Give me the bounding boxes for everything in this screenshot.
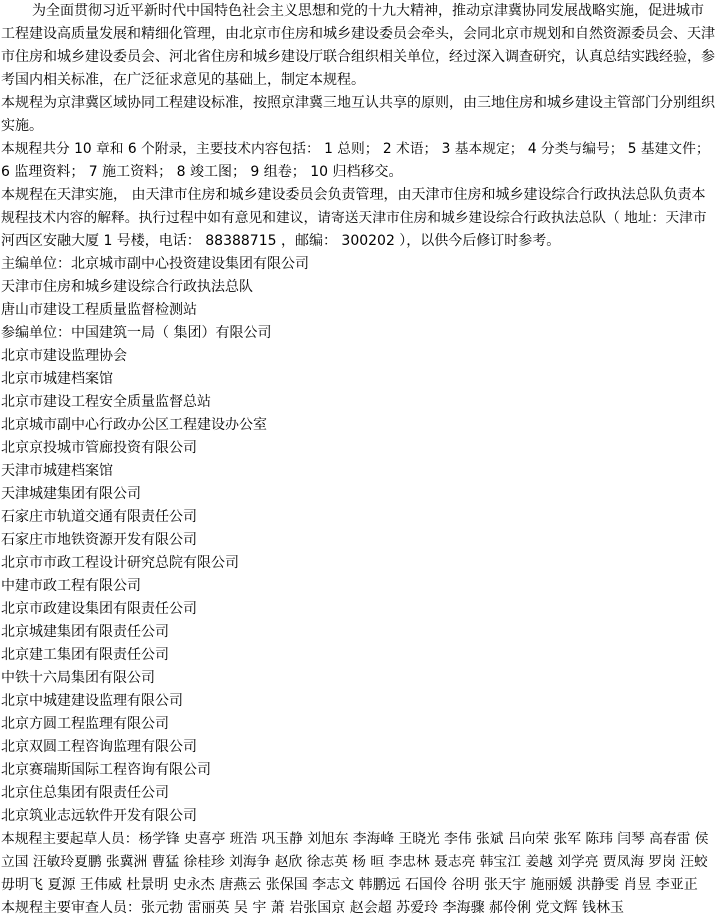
unit-item: 北京市市政工程设计研究总院有限公司 xyxy=(1,555,239,571)
unit-item: 北京城市副中心行政办公区工程建设办公室 xyxy=(1,417,267,433)
text-line: 工程建设高质量发展和精细化管理，由北京市住房和城乡建设委员会牵头，会同北京市规划和自然资源委员会、天津 xyxy=(1,26,715,42)
reviewers-list xyxy=(0,897,718,918)
unit-item: 天津市住房和城乡建设综合行政执法总队 xyxy=(1,279,253,295)
unit-item: 北京京投城市管廊投资有限公司 xyxy=(1,440,197,456)
unit-item: 天津城建集团有限公司 xyxy=(1,486,141,502)
unit-item: 北京中城建建设监理有限公司 xyxy=(1,693,183,709)
text-line: 河西区安融大厦 1 号楼，电话： 88388715 ，邮编： 300202 ），以供今后修订时参考。 xyxy=(1,233,561,249)
unit-item: 石家庄市轨道交通有限责任公司 xyxy=(1,509,197,525)
unit-item: 主编单位：北京城市副中心投资建设集团有限公司 xyxy=(1,256,309,272)
text-line: 毋明飞 夏源 王伟威 杜景明 史永杰 唐燕云 张保国 李志文 韩鹏远 石国伶 谷明 张天宇 施丽媛 洪静雯 肖昱 李亚正 xyxy=(1,877,698,893)
unit-item: 参编单位：中国建筑一局（ 集团）有限公司 xyxy=(1,325,272,341)
unit-item: 北京双圆工程咨询监理有限公司 xyxy=(1,739,197,755)
text-line: 本规程在天津实施， 由天津市住房和城乡建设委员会负责管理，由天津市住房和城乡建设综合行政执法总队负责本 xyxy=(1,187,706,203)
unit-item: 北京方圆工程监理有限公司 xyxy=(1,716,169,732)
chief-editor-units-list xyxy=(0,253,718,322)
intro-paragraph xyxy=(0,0,718,92)
unit-item: 北京建工集团有限责任公司 xyxy=(1,647,169,663)
contents-paragraph xyxy=(0,138,718,184)
text-line: 6 监理资料； 7 施工资料； 8 竣工图； 9 组卷； 10 归档移交。 xyxy=(1,164,403,180)
text-line: 本规程共分 10 章和 6 个附录，主要技术内容包括： 1 总则； 2 术语； 3 基本规定； 4 分类与编号； 5 基建文件； xyxy=(1,141,710,157)
text-line: 规程技术内容的解释。执行过程中如有意见和建议，请寄送天津市住房和城乡建设综合行政执法总队（ 地址：天津市 xyxy=(1,210,707,226)
text-line: 市住房和城乡建设委员会、河北省住房和城乡建设厅联合组织相关单位，经过深入调查研究，认真总结实践经验，参 xyxy=(1,49,715,65)
unit-item: 北京筑业志远软件开发有限公司 xyxy=(1,808,197,824)
unit-item: 天津市城建档案馆 xyxy=(1,463,113,479)
unit-item: 北京住总集团有限责任公司 xyxy=(1,785,169,801)
unit-item: 北京市城建档案馆 xyxy=(1,371,113,387)
text-line: 实施。 xyxy=(1,118,43,134)
text-line: 本规程主要审查人员：张元勃 雷丽英 吴 宇 萧 岩张国京 赵会超 苏爱玲 李海骤 郝伶俐 党文辉 钱林玉 xyxy=(1,900,624,916)
text-line: 立国 汪敏玲夏鹏 张冀洲 曹猛 徐桂珍 刘海争 赵欣 徐志英 杨 晅 李忠林 聂志亮 韩宝江 姜越 刘学亮 贾凤海 罗岗 汪蛟 xyxy=(1,854,708,870)
unit-item: 中铁十六局集团有限公司 xyxy=(1,670,155,686)
unit-item: 北京市政建设集团有限责任公司 xyxy=(1,601,197,617)
text-line: 本规程为京津冀区域协同工程建设标准，按照京津冀三地互认共享的原则，由三地住房和城乡建设主管部门分别组织 xyxy=(1,95,715,111)
text-line: 为全面贯彻习近平新时代中国特色社会主义思想和党的十九大精神，推动京津冀协同发展战略实施，促进城市 xyxy=(32,3,704,19)
unit-item: 北京市建设监理协会 xyxy=(1,348,127,364)
text-line: 本规程主要起草人员：杨学锋 史喜亭 班浩 巩玉静 刘旭东 李海峰 王晓光 李伟 张斌 吕向荣 张军 陈玮 闫琴 高春雷 侯 xyxy=(1,831,709,847)
unit-item: 石家庄市地铁资源开发有限公司 xyxy=(1,532,197,548)
unit-item: 北京城建集团有限责任公司 xyxy=(1,624,169,640)
participating-units-list xyxy=(0,322,718,828)
unit-item: 北京赛瑞斯国际工程咨询有限公司 xyxy=(1,762,211,778)
unit-item: 中建市政工程有限公司 xyxy=(1,578,141,594)
administration-paragraph xyxy=(0,184,718,253)
standard-paragraph xyxy=(0,92,718,138)
unit-item: 唐山市建设工程质量监督检测站 xyxy=(1,302,197,318)
drafters-list xyxy=(0,828,718,897)
text-line: 考国内相关标准，在广泛征求意见的基础上，制定本规程。 xyxy=(1,72,365,88)
unit-item: 北京市建设工程安全质量监督总站 xyxy=(1,394,211,410)
